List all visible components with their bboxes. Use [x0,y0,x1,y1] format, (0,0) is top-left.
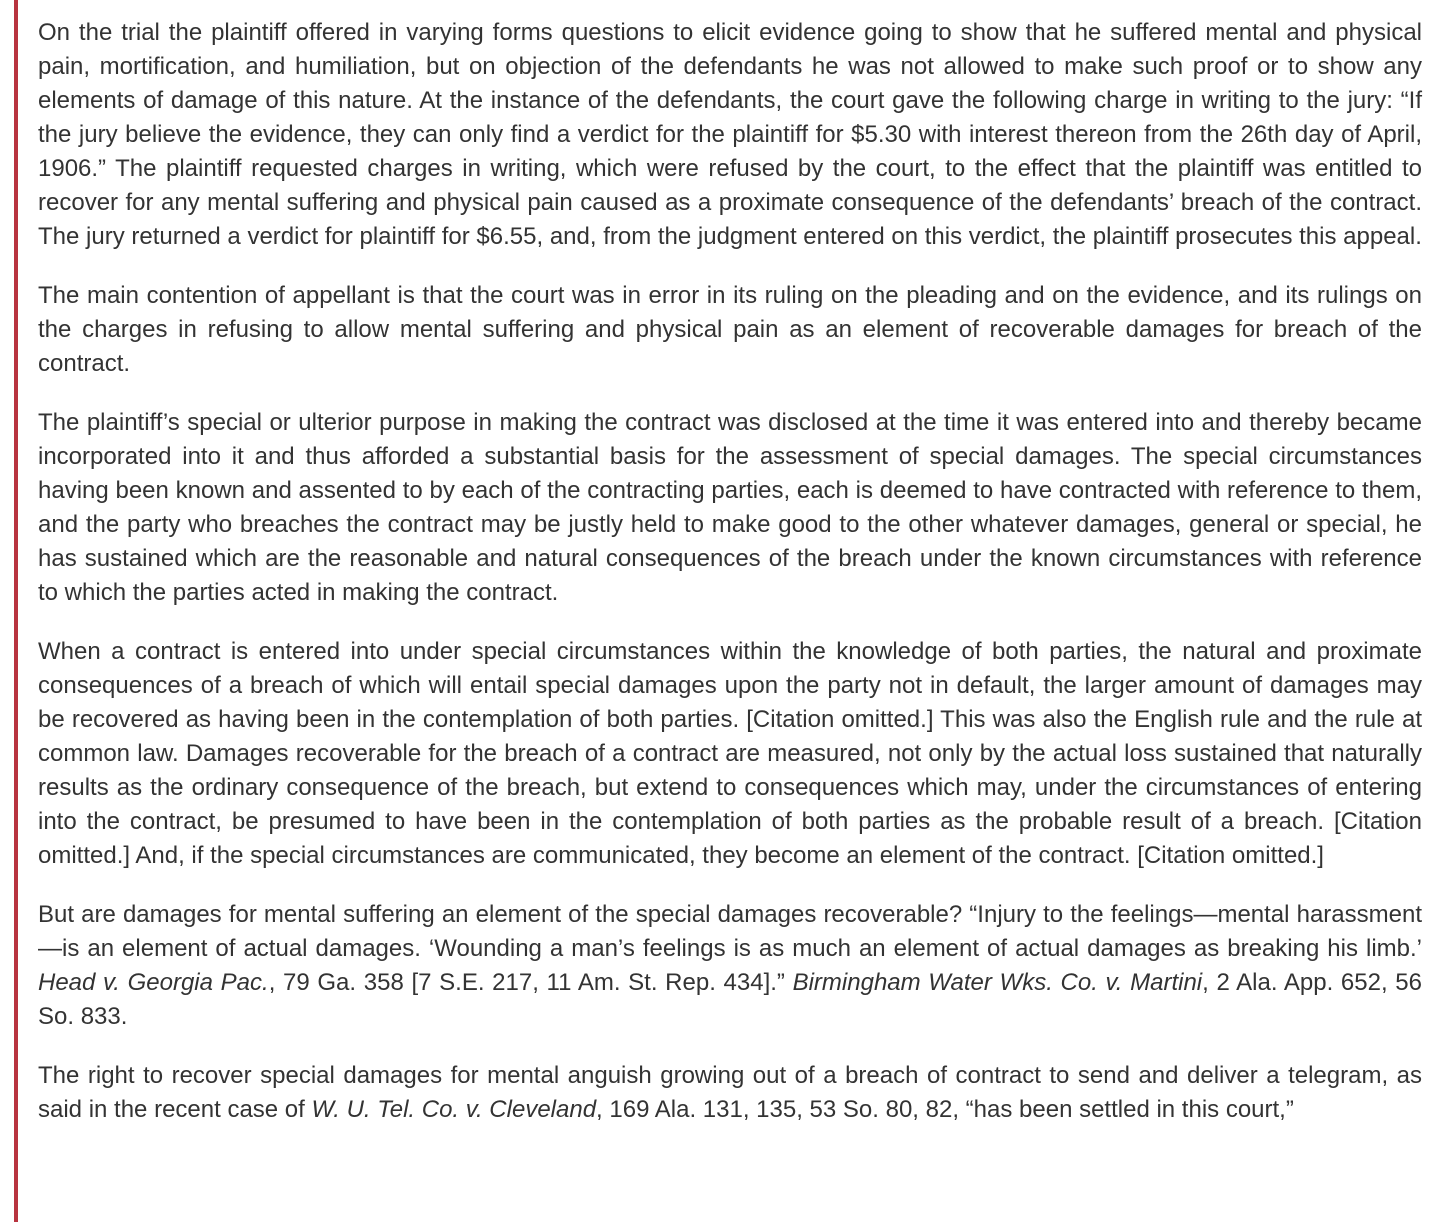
paragraph-3-text: The plaintiff’s special or ulterior purpose in making the contract was disclosed at the time it was entered into and thereby became incorporated into it and thus afforded a substantial basis for the assessment of special damages. The special circumstances having been known and assented to by each of the contracting parties, each is deemed to have contracted with reference to them, and the party who breaches the contract may be justly held to make good to the other whatever damages, general or special, he has sustained which are the reasonable and natural consequences of the breach under the known circumstances with reference to which the parties acted in making the contract. [38,409,1422,606]
paragraph-5 [38,898,1422,1034]
case-citation-head-v-georgia: Head v. Georgia Pac. [38,969,269,996]
case-citation-birmingham-water: Birmingham Water Wks. Co. v. Martini [792,969,1203,996]
paragraph-2 [38,279,1422,381]
paragraph-2-text: The main contention of appellant is that the court was in error in its ruling on the pleading and on the evidence, and its rulings on the charges in refusing to allow mental suffering and physical pain as an element of recoverable damages for breach of the contract. [38,282,1422,377]
paragraph-1 [38,16,1422,254]
paragraph-3 [38,406,1422,610]
paragraph-5-citation-detail: , 79 Ga. 358 [7 S.E. 217, 11 Am. St. Rep. 434].” [268,969,793,996]
paragraph-6-citation-tail: , 169 Ala. 131, 135, 53 So. 80, 82, “has been settled in this court,” [596,1096,1294,1123]
case-citation-wu-tel-v-cleveland: W. U. Tel. Co. v. Cleveland [311,1096,597,1123]
paragraph-4 [38,635,1422,873]
paragraph-6 [38,1059,1422,1127]
paragraph-1-text: On the trial the plaintiff offered in varying forms questions to elicit evidence going to show that he suffered mental and physical pain, mortification, and humiliation, but on objection of the defendants he was not allowed to make such proof or to show any elements of damage of this nature. At the instance of the defendants, the court gave the following charge in writing to the jury: “If the jury believe the evidence, they can only find a verdict for the plaintiff for $5.30 with interest thereon from the 26th day of April, 1906.” The plaintiff requested charges in writing, which were refused by the court, to the effect that the plaintiff was entitled to recover for any mental suffering and physical pain caused as a proximate consequence of the defendants’ breach of the contract. The jury returned a verdict for plaintiff for $6.55, and, from the judgment entered on this verdict, the plaintiff prosecutes this appeal. [38,19,1422,250]
paragraph-4-text: When a contract is entered into under special circumstances within the knowledge of both parties, the natural and proximate consequences of a breach of which will entail special damages upon the party not in default, the larger amount of damages may be recovered as having been in the contemplation of both parties. [Citation omitted.] This was also the English rule and the rule at common law. Damages recoverable for the breach of a contract are measured, not only by the actual loss sustained that naturally results as the ordinary consequence of the breach, but extend to consequences which may, under the circumstances of entering into the contract, be presumed to have been in the contemplation of both parties as the probable result of a breach. [Citation omitted.] And, if the special circumstances are communicated, they become an element of the contract. [Citation omitted.] [38,638,1422,869]
paragraph-5-text: But are damages for mental suffering an element of the special damages recoverable? “Injury to the feelings—mental harassment—is an element of actual damages. ‘Wounding a man’s feelings is as much an element of actual damages as breaking his limb.’ [38,901,1422,962]
paragraph-5-citation-tail: , 2 Ala. App. 652, 56 So. 833. [38,969,1422,1030]
opinion-text-block [14,0,1450,1222]
paragraph-6-text: The right to recover special damages for mental anguish growing out of a breach of contract to send and deliver a telegram, as said in the recent case of [38,1062,1422,1123]
